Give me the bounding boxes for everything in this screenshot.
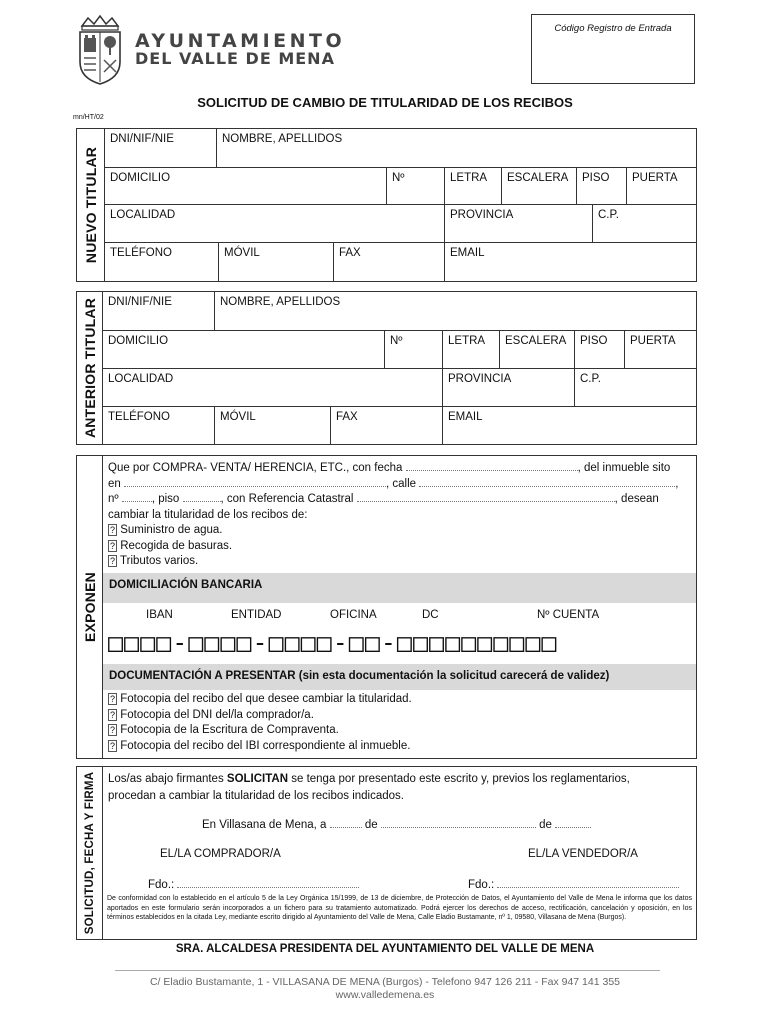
dc-label: DC	[422, 609, 439, 621]
nuevo-escalera-field[interactable]	[501, 167, 577, 205]
nuevo-nombre-field[interactable]	[216, 128, 697, 168]
fecha-blank[interactable]	[406, 470, 578, 471]
docs-section-title: DOCUMENTACIÓN A PRESENTAR (sin esta documentación la solicitud carecerá de validez)	[109, 670, 610, 682]
cuenta-label: Nº CUENTA	[537, 609, 600, 621]
nuevo-puerta-label: PUERTA	[632, 172, 678, 184]
seller-signature[interactable]	[468, 878, 679, 893]
anterior-email-label: EMAIL	[448, 411, 483, 423]
anterior-nombre-field[interactable]	[214, 291, 697, 331]
date-de-1: de	[364, 819, 378, 831]
iban-label: IBAN	[146, 609, 173, 621]
calle-blank[interactable]	[419, 486, 675, 487]
anterior-piso-label: PISO	[580, 335, 608, 347]
municipal-crest-icon	[70, 14, 130, 86]
nuevo-provincia-label: PROVINCIA	[450, 209, 514, 221]
checkbox-icon: ?	[110, 525, 116, 535]
doc-item-dni[interactable]	[108, 708, 314, 723]
check-item-agua[interactable]	[108, 523, 223, 538]
exponen-line-2-b: , calle	[386, 478, 417, 490]
exponen-line-2	[108, 477, 678, 492]
piso-blank[interactable]	[183, 501, 221, 502]
nuevo-letra-label: LETRA	[450, 172, 488, 184]
checkbox-icon: ?	[110, 710, 116, 720]
seller-label: EL/LA VENDEDOR/A	[528, 848, 638, 860]
checkbox-icon: ?	[110, 541, 116, 551]
nuevo-piso-field[interactable]	[576, 167, 627, 205]
footer-website[interactable]: www.valledemena.es	[335, 989, 435, 1001]
org-name-line2: DEL VALLE DE MENA	[135, 49, 335, 68]
checkbox-icon: ?	[110, 556, 116, 566]
bank-section-header	[103, 573, 696, 603]
nuevo-numero-label: Nº	[392, 172, 405, 184]
anterior-titular-label: ANTERIOR TITULAR	[81, 297, 98, 439]
seller-fdo-label: Fdo.:	[468, 879, 495, 891]
anterior-numero-label: Nº	[390, 335, 403, 347]
nuevo-titular-label-box	[76, 128, 105, 282]
solicitud-p1-c: se tenga por presentado este escrito y, previos los reglamentarios,	[288, 773, 630, 785]
solicitud-paragraph-line-1	[108, 772, 630, 787]
anterior-provincia-label: PROVINCIA	[448, 373, 512, 385]
anterior-fax-label: FAX	[336, 411, 358, 423]
buyer-signature[interactable]	[148, 878, 359, 893]
anterior-cp-label: C.P.	[580, 373, 601, 385]
nuevo-email-label: EMAIL	[450, 247, 485, 259]
nuevo-nombre-label: NOMBRE, APELLIDOS	[222, 133, 343, 145]
data-protection-notice: De conformidad con lo establecido en el artículo 5 de la Ley Orgánica 15/1999, de 13 de diciembre, de Protección de Datos, el Ayuntamiento del Valle de Mena le informa que los datos aportados en este formulario serán incorporados a un fichero para su tratamiento automatizado. Podrá ejercer los derechos de acceso, rectificación, cancelación y oposición, en los términos establecidos en la citada Ley, mediante escrito dirigido al Ayuntamiento del Valle de Mena, Calle Eladio Bustamante, nº 1, 09580, Villasana de Mena (Burgos).	[107, 895, 692, 922]
exponen-line-1-b: , del inmueble sito	[577, 462, 671, 474]
registry-label: Código Registro de Entrada	[554, 23, 672, 34]
exponen-line-3-d: , desean	[614, 493, 659, 505]
exponen-line-3-b: , piso	[151, 493, 180, 505]
nuevo-provincia-field[interactable]	[444, 204, 593, 243]
bank-section-title: DOMICILIACIÓN BANCARIA	[109, 579, 263, 591]
exponen-label: EXPONEN	[81, 572, 98, 642]
exponen-line-1-a: Que por COMPRA- VENTA/ HERENCIA, ETC., con fecha	[108, 462, 403, 474]
doc-item-dni-label: Fotocopia del DNI del/la comprador/a.	[120, 709, 314, 721]
seller-signature-blank[interactable]	[497, 887, 679, 888]
anterior-domicilio-label: DOMICILIO	[108, 335, 169, 347]
nuevo-fax-label: FAX	[339, 247, 361, 259]
nuevo-dni-field[interactable]	[104, 128, 217, 168]
anterior-domicilio-field[interactable]	[102, 330, 385, 369]
solicitud-label: SOLICITUD, FECHA Y FIRMA	[83, 771, 96, 935]
nuevo-localidad-label: LOCALIDAD	[110, 209, 176, 221]
anterior-puerta-label: PUERTA	[630, 335, 676, 347]
addressee: SRA. ALCALDESA PRESIDENTA DEL AYUNTAMIENTO DEL VALLE DE MENA	[175, 943, 595, 955]
anterior-puerta-field[interactable]	[624, 330, 697, 369]
anterior-dni-field[interactable]	[102, 291, 215, 331]
footer-address: C/ Eladio Bustamante, 1 - VILLASANA DE MENA (Burgos) - Telefono 947 126 211 - Fax 947 141 355	[149, 976, 621, 988]
registry-box	[531, 14, 695, 84]
doc-item-ibi[interactable]	[108, 739, 410, 754]
check-item-basuras[interactable]	[108, 539, 232, 554]
solicitud-paragraph-line-2: procedan a cambiar la titularidad de los recibos indicados.	[108, 790, 404, 802]
anterior-letra-label: LETRA	[448, 335, 486, 347]
anterior-movil-label: MÓVIL	[220, 411, 256, 423]
exponen-line-3-a: nº	[108, 493, 119, 505]
signature-date-line	[202, 818, 591, 833]
anterior-titular-label-box	[76, 291, 103, 445]
anterior-telefono-field[interactable]	[102, 406, 215, 445]
footer-divider	[115, 970, 660, 971]
checkbox-icon: ?	[110, 741, 116, 751]
check-item-tributos[interactable]	[108, 554, 198, 569]
nuevo-escalera-label: ESCALERA	[507, 172, 569, 184]
exponen-line-2-c: ,	[675, 478, 679, 490]
date-de-2: de	[539, 819, 552, 831]
nuevo-cp-field[interactable]	[592, 204, 697, 243]
nuevo-localidad-field[interactable]	[104, 204, 445, 243]
anterior-provincia-field[interactable]	[442, 368, 575, 407]
referencia-catastral-blank[interactable]	[357, 501, 615, 502]
nuevo-titular-label: NUEVO TITULAR	[82, 146, 99, 264]
org-name-line1: AYUNTAMIENTO	[135, 30, 346, 52]
buyer-fdo-label: Fdo.:	[148, 879, 175, 891]
anterior-escalera-label: ESCALERA	[505, 335, 567, 347]
anterior-escalera-field[interactable]	[499, 330, 575, 369]
anterior-nombre-label: NOMBRE, APELLIDOS	[220, 296, 341, 308]
anterior-fax-field[interactable]	[330, 406, 443, 445]
date-day-blank[interactable]	[330, 827, 362, 828]
nuevo-cp-label: C.P.	[598, 209, 619, 221]
exponen-line-1	[108, 461, 670, 476]
nuevo-puerta-field[interactable]	[626, 167, 697, 205]
exponen-label-box	[76, 455, 103, 759]
anterior-telefono-label: TELÉFONO	[108, 411, 170, 423]
doc-item-escritura[interactable]	[108, 723, 339, 738]
anterior-dni-label: DNI/NIF/NIE	[108, 296, 172, 308]
nuevo-letra-field[interactable]	[444, 167, 502, 205]
nuevo-domicilio-field[interactable]	[104, 167, 387, 205]
solicitud-p1-a: Los/as abajo firmantes	[108, 773, 227, 785]
nuevo-piso-label: PISO	[582, 172, 610, 184]
account-number-boxes[interactable]: □□□□-□□□□-□□□□-□□-□□□□□□□□□□	[108, 628, 558, 657]
nuevo-fax-field[interactable]	[333, 242, 445, 282]
exponen-line-4: cambiar la titularidad de los recibos de:	[108, 509, 308, 521]
form-code: mn/HT/02	[73, 114, 104, 121]
anterior-numero-field[interactable]	[384, 330, 443, 369]
date-year-blank[interactable]	[555, 827, 591, 828]
anterior-localidad-label: LOCALIDAD	[108, 373, 174, 385]
page-title: SOLICITUD DE CAMBIO DE TITULARIDAD DE LOS RECIBOS	[197, 95, 573, 110]
exponen-line-2-a: en	[108, 478, 121, 490]
entidad-label: ENTIDAD	[231, 609, 282, 621]
check-item-basuras-label: Recogida de basuras.	[120, 540, 233, 552]
nuevo-domicilio-label: DOMICILIO	[110, 172, 171, 184]
date-place-label: En Villasana de Mena, a	[202, 819, 327, 831]
anterior-letra-field[interactable]	[442, 330, 500, 369]
doc-item-ibi-label: Fotocopia del recibo del IBI correspondiente al inmueble.	[120, 740, 411, 752]
checkbox-icon: ?	[110, 694, 116, 704]
solicitud-label-box	[76, 766, 103, 940]
date-month-blank[interactable]	[381, 827, 536, 828]
anterior-localidad-field[interactable]	[102, 368, 443, 407]
buyer-label: EL/LA COMPRADOR/A	[160, 848, 281, 860]
solicitud-p1-b: SOLICITAN	[226, 773, 289, 785]
doc-item-recibo-label: Fotocopia del recibo del que desee cambiar la titularidad.	[120, 693, 412, 705]
check-item-agua-label: Suministro de agua.	[120, 524, 223, 536]
doc-item-recibo[interactable]	[108, 692, 412, 707]
anterior-cp-field[interactable]	[574, 368, 697, 407]
municipio-blank[interactable]	[124, 486, 386, 487]
checkbox-icon: ?	[110, 725, 116, 735]
nuevo-dni-label: DNI/NIF/NIE	[110, 133, 174, 145]
anterior-movil-field[interactable]	[214, 406, 331, 445]
doc-item-escritura-label: Fotocopia de la Escritura de Compraventa.	[120, 724, 339, 736]
nuevo-email-field[interactable]	[444, 242, 697, 282]
nuevo-numero-field[interactable]	[386, 167, 445, 205]
numero-blank[interactable]	[122, 501, 152, 502]
oficina-label: OFICINA	[330, 609, 377, 621]
nuevo-telefono-field[interactable]	[104, 242, 219, 282]
docs-section-header	[103, 664, 696, 690]
nuevo-movil-field[interactable]	[218, 242, 334, 282]
anterior-piso-field[interactable]	[574, 330, 625, 369]
nuevo-telefono-label: TELÉFONO	[110, 247, 172, 259]
exponen-line-3	[108, 492, 659, 507]
buyer-signature-blank[interactable]	[177, 887, 359, 888]
check-item-tributos-label: Tributos varios.	[120, 555, 199, 567]
nuevo-movil-label: MÓVIL	[224, 247, 260, 259]
exponen-line-3-c: , con Referencia Catastral	[220, 493, 354, 505]
anterior-email-field[interactable]	[442, 406, 697, 445]
